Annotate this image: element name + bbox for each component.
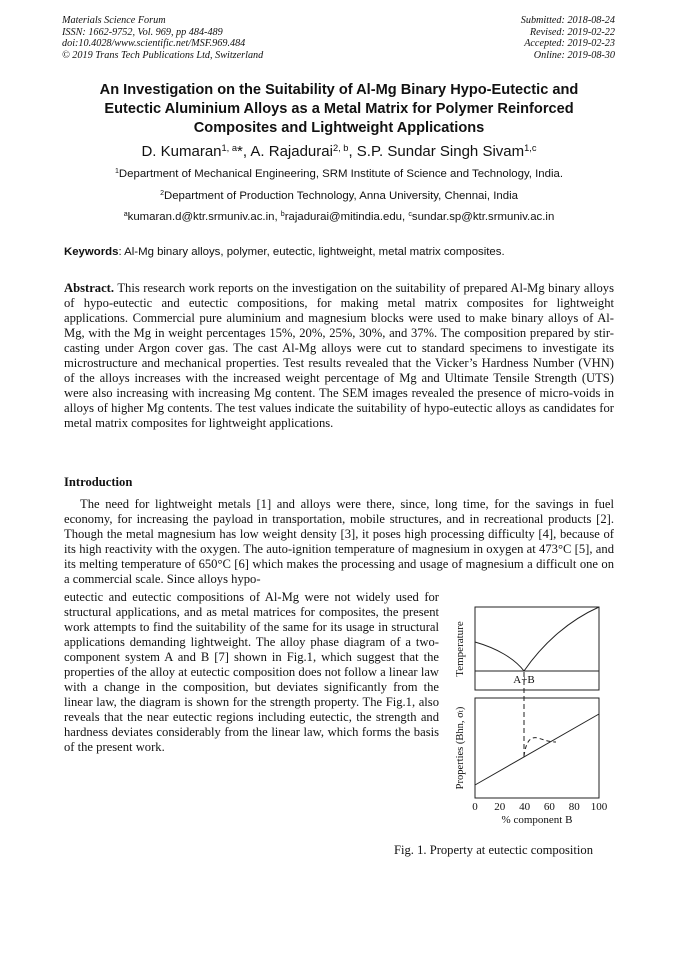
date-accepted: Accepted: 2019-02-23 <box>524 38 615 50</box>
corresponding-star: * <box>237 143 243 160</box>
author-3-sup: 1,c <box>524 142 537 153</box>
x-tick-80: 80 <box>568 801 580 813</box>
email-a-sup: a <box>123 211 128 219</box>
journal-issn: ISSN: 1662-9752, Vol. 969, pp 484-489 <box>62 26 223 38</box>
submission-dates <box>521 15 615 61</box>
region-label: A+B <box>513 674 535 686</box>
title-line-1: An Investigation on the Suitability of Al-Mg Binary Hypo-Eutectic and <box>99 82 579 98</box>
x-axis-label: % component B <box>501 814 573 826</box>
x-tick-100: 100 <box>590 801 608 813</box>
author-2-sup: 2, b <box>332 142 349 153</box>
affiliation-2-text: Department of Production Technology, Anna University, Chennai, India <box>163 190 518 202</box>
abstract-label: Abstract. <box>64 281 115 295</box>
x-ticks <box>472 801 608 813</box>
date-revised: Revised: 2019-02-22 <box>529 26 615 38</box>
intro-paragraph-2: eutectic and eutectic compositions of Al-Mg were not widely used for structural applications, and as metal matrices for composites, the present work attempts to find the suitability of the same for its usage in structural applications demanding lightweight. The alloy phase diagram of a two-component system A and B [7] shown in Fig.1, which suggest that the properties of the alloy at eutectic composition does not follow a linear law with a change in the composition, but deviates significantly from the linear law, the diagram is shown for the strength property. The Fig.1, also reveals that the near eutectic regions including eutectic, the strength and hardness deviates considerably from the linear law, which forms the basis of the present work. <box>64 590 439 754</box>
affiliation-1 <box>40 168 638 180</box>
keywords <box>64 246 505 258</box>
author-list <box>40 143 638 160</box>
x-tick-0: 0 <box>472 801 478 813</box>
figure-1 <box>448 604 618 830</box>
author-3: S.P. Sundar Singh Sivam <box>356 143 525 160</box>
date-online: Online: 2019-08-30 <box>533 49 615 61</box>
author-1-sup: 1, a <box>221 142 238 153</box>
email-b-sup: b <box>280 211 285 219</box>
linear-law-line <box>475 714 599 785</box>
author-emails <box>40 211 638 223</box>
affiliation-2-sup: 2 <box>160 190 164 198</box>
phase-diagram <box>448 604 618 830</box>
figure-1-caption: Fig. 1. Property at eutectic composition <box>394 843 594 857</box>
paper-title <box>40 81 638 138</box>
email-c-sup: c <box>408 211 412 219</box>
keywords-label: Keywords <box>64 246 119 258</box>
liquidus-line-a <box>475 642 524 671</box>
introduction-heading: Introduction <box>64 475 133 489</box>
x-tick-20: 20 <box>494 801 506 813</box>
bottom-y-axis-label-end: ) <box>455 706 466 711</box>
journal-doi[interactable]: doi:10.4028/www.scientific.net/MSF.969.484 <box>62 38 246 50</box>
bottom-y-axis-label-main: Properties (Bhn, σ <box>455 712 466 790</box>
bottom-y-axis-label <box>455 706 466 789</box>
journal-copyright: © 2019 Trans Tech Publications Ltd, Switzerland <box>62 49 264 61</box>
journal-name: Materials Science Forum <box>62 15 166 26</box>
affiliation-1-text: Department of Mechanical Engineering, SRM Institute of Science and Technology, India. <box>118 168 563 180</box>
author-separator: , <box>242 143 251 160</box>
abstract-text: This research work reports on the investigation on the suitability of prepared Al-Mg binary alloys of hypo-eutectic and eutectic compositions, for making metal matrix composites for lightweight applications. Commercial pure aluminium and magnesium blocks were used to make binary alloys of Al-Mg, with the Mg in weight percentages 15%, 20%, 25%, 30%, and 37%. The composition prepared by stir-casting under Argon cover gas. The cast Al-Mg alloys were cut to standard specimens to investigate its microstructure and mechanical properties. Test results revealed that the Vicker’s Hardness Number (VHN) of the alloys increases with the increased weight percentage of Mg and Ultimate Tensile Strength (UTS) were also increasing with increasing Mg content. The SEM images revealed the presence of micro-voids in alloys of higher Mg contents. The test values indicate the suitability of hypo-eutectic alloys as candidates for metal matrix composites for lightweight applications. <box>64 281 614 430</box>
author-1: D. Kumaran <box>141 143 222 160</box>
author-separator: , <box>348 143 357 160</box>
eutectic-deviation-curve <box>524 738 556 756</box>
liquidus-line-b <box>524 607 599 671</box>
bottom-y-axis-label-sub: t <box>456 710 465 713</box>
keywords-text: : Al-Mg binary alloys, polymer, eutectic, lightweight, metal matrix composites. <box>118 246 505 258</box>
email-b[interactable]: rajadurai@mitindia.edu, <box>284 211 409 223</box>
journal-header <box>62 15 263 61</box>
email-a[interactable]: kumaran.d@ktr.srmuniv.ac.in, <box>127 211 281 223</box>
x-tick-60: 60 <box>543 801 555 813</box>
title-line-3: Composites and Lightweight Applications <box>193 120 485 136</box>
intro-paragraph-1: The need for lightweight metals [1] and alloys were there, since, long time, for the savings in fuel economy, for increasing the payload in transportation, mobile structures, and in recreational products [2]. Though the metal magnesium has low weight density [3], it poses high processing difficulty [4], because of its high reactivity with the oxygen. The auto-ignition temperature of magnesium in oxygen at 473°C [5], and its melting temperature of 650°C [6] which makes the processing and usage of magnesium a difficult one on a commercial scale. Since alloys hypo- <box>64 497 614 586</box>
top-y-axis-label: Temperature <box>454 621 466 677</box>
author-2: A. Rajadurai <box>250 143 333 160</box>
property-panel-frame <box>475 698 599 798</box>
affiliation-1-sup: 1 <box>115 168 119 176</box>
title-line-2: Eutectic Aluminium Alloys as a Metal Matrix for Polymer Reinforced <box>104 101 574 117</box>
date-submitted: Submitted: 2018-08-24 <box>520 15 615 26</box>
affiliation-2 <box>40 190 638 202</box>
email-c[interactable]: sundar.sp@ktr.srmuniv.ac.in <box>411 211 555 223</box>
x-tick-40: 40 <box>519 801 531 813</box>
abstract <box>64 281 614 431</box>
